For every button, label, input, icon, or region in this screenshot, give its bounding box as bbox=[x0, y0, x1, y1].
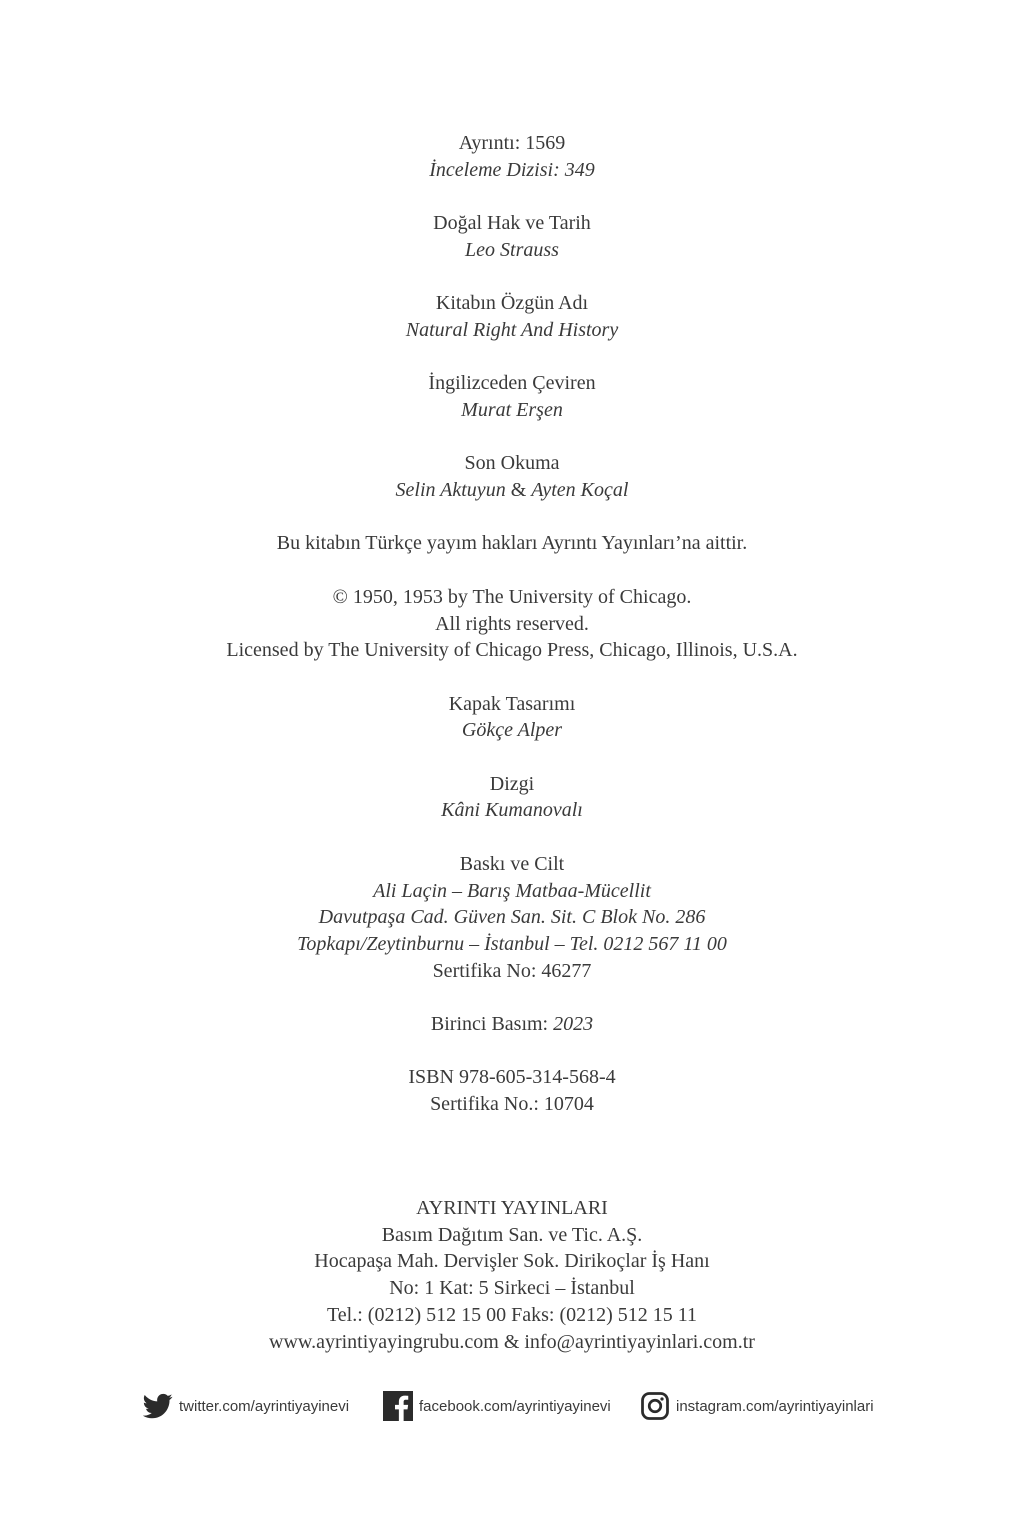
proofreading-names bbox=[0, 477, 1024, 504]
proofreader-name-1: Selin Aktuyun bbox=[395, 479, 506, 502]
printer-certificate: Sertifika No: 46277 bbox=[432, 959, 592, 982]
cover-design-label: Kapak Tasarımı bbox=[448, 692, 576, 715]
book-author: Leo Strauss bbox=[465, 238, 559, 261]
facebook-icon bbox=[383, 1391, 413, 1421]
facebook-link[interactable] bbox=[383, 1386, 611, 1426]
cover-design-block bbox=[0, 691, 1024, 744]
isbn-block bbox=[0, 1064, 1024, 1117]
instagram-link[interactable] bbox=[640, 1386, 874, 1426]
twitter-link[interactable] bbox=[143, 1386, 349, 1426]
edition-label: Birinci Basım: bbox=[430, 1013, 554, 1036]
twitter-bird-icon bbox=[143, 1391, 173, 1421]
edition-line bbox=[0, 1011, 1024, 1038]
original-title-value: Natural Right And History bbox=[405, 318, 619, 341]
book-title: Doğal Hak ve Tarih bbox=[433, 212, 591, 235]
colophon-block bbox=[0, 130, 1024, 1145]
rights-statement: Bu kitabın Türkçe yayım hakları Ayrıntı Yayınları’na aittir. bbox=[276, 532, 748, 555]
publisher-address-1: Hocapaşa Mah. Dervişler Sok. Dirikoçlar İş Hanı bbox=[314, 1250, 710, 1273]
facebook-handle: facebook.com/ayrintiyayinevi bbox=[419, 1397, 611, 1415]
translator-name: Murat Erşen bbox=[461, 398, 563, 421]
proofreading-label: Son Okuma bbox=[464, 452, 560, 475]
typesetting-label: Dizgi bbox=[489, 772, 535, 795]
printer-address-1: Davutpaşa Cad. Güven San. Sit. C Blok No. 286 bbox=[318, 906, 706, 929]
copyright-block bbox=[0, 584, 1024, 664]
copyright-line-3: Licensed by The University of Chicago Press, Chicago, Illinois, U.S.A. bbox=[226, 639, 798, 662]
translator-label: İngilizceden Çeviren bbox=[428, 372, 596, 395]
printing-block bbox=[0, 851, 1024, 985]
typesetting-block bbox=[0, 771, 1024, 824]
printing-label: Baskı ve Cilt bbox=[459, 852, 565, 875]
copyright-line-2: All rights reserved. bbox=[435, 612, 589, 635]
publisher-phone: Tel.: (0212) 512 15 00 Faks: (0212) 512 15 11 bbox=[326, 1303, 698, 1326]
copyright-line-1: © 1950, 1953 by The University of Chicago. bbox=[332, 585, 692, 608]
cover-designer-name: Gökçe Alper bbox=[461, 719, 563, 742]
translator-block bbox=[0, 370, 1024, 423]
proofreading-block bbox=[0, 450, 1024, 503]
proofreader-ampersand: & bbox=[505, 479, 532, 502]
publisher-web: www.ayrintiyayingrubu.com & info@ayrintiyayinlari.com.tr bbox=[269, 1330, 755, 1353]
social-links bbox=[0, 1386, 1024, 1426]
book-block bbox=[0, 210, 1024, 263]
series-subnumber: İnceleme Dizisi: 349 bbox=[429, 158, 595, 181]
edition-year: 2023 bbox=[553, 1013, 594, 1036]
publisher-company: Basım Dağıtım San. ve Tic. A.Ş. bbox=[381, 1223, 643, 1246]
instagram-handle: instagram.com/ayrintiyayinlari bbox=[676, 1397, 874, 1415]
series-number: Ayrıntı: 1569 bbox=[458, 132, 566, 154]
rights-block bbox=[0, 530, 1024, 557]
twitter-handle: twitter.com/ayrintiyayinevi bbox=[179, 1397, 350, 1415]
publisher-name: AYRINTI YAYINLARI bbox=[416, 1197, 608, 1219]
edition-block bbox=[0, 1011, 1024, 1038]
instagram-icon bbox=[640, 1391, 670, 1421]
series-block bbox=[0, 130, 1024, 183]
isbn-number: ISBN 978-605-314-568-4 bbox=[408, 1066, 616, 1089]
original-title-label: Kitabın Özgün Adı bbox=[435, 292, 589, 315]
proofreader-name-2: Ayten Koçal bbox=[531, 479, 629, 502]
publisher-address-2: No: 1 Kat: 5 Sirkeci – İstanbul bbox=[389, 1277, 635, 1300]
original-title-block bbox=[0, 290, 1024, 343]
publisher-certificate: Sertifika No.: 10704 bbox=[430, 1093, 594, 1116]
printer-address-2: Topkapı/Zeytinburnu – İstanbul – Tel. 0212 567 11 00 bbox=[297, 932, 727, 955]
printer-name: Ali Laçin – Barış Matbaa-Mücellit bbox=[373, 879, 651, 902]
publisher-block bbox=[0, 1195, 1024, 1355]
typesetter-name: Kâni Kumanovalı bbox=[441, 799, 583, 822]
